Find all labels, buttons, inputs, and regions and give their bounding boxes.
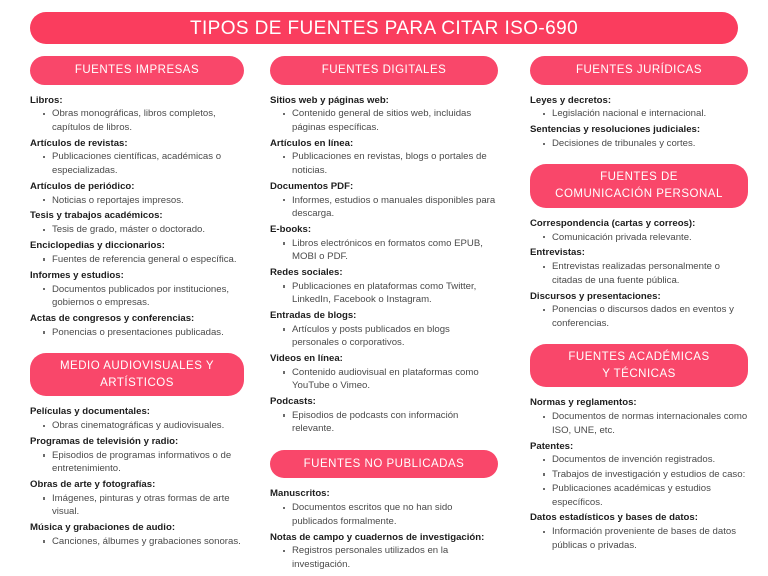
entry-term: Actas de congresos y conferencias: [30,312,195,324]
entry [270,309,498,350]
entry-term: Normas y reglamentos: [530,397,637,409]
entry-bullets [530,107,748,120]
bullet-item: Tesis de grado, máster o doctorado. [43,223,244,236]
section-pill-label-line: MEDIO AUDIOVISUALES Y [59,360,215,373]
entry-bullets [30,535,244,548]
entry-term: Podcasts: [270,396,316,408]
bullet-item: Episodios de programas informativos o de entretenimiento. [43,449,244,476]
section-pill-fuentes-academicas-y-tecnicas [530,344,748,387]
section-pill-label-line: FUENTES DIGITALES [321,64,447,76]
bullet-item: Obras monográficas, libros completos, capítulos de libros. [43,107,244,134]
bullet-item: Episodios de podcasts con información relevante. [283,409,498,436]
section-pill-label-line: FUENTES JURÍDICAS [575,64,703,76]
poster-title-banner [30,12,738,44]
entry [530,290,748,331]
entry-term: Sentencias y resoluciones judiciales: [530,124,701,136]
section-pill-label-line: FUENTES DE [600,171,678,184]
section-pill-fuentes-de-comunicacion-personal [530,164,748,207]
entry-bullets [30,150,244,177]
bullet-item: Contenido general de sitios web, incluidas páginas específicas. [283,107,498,134]
entry [270,180,498,221]
entry [530,123,748,150]
entry-term: Correspondencia (cartas y correos): [530,217,696,229]
bullet-item: Publicaciones en revistas, blogs o portales de noticias. [283,150,498,177]
entry [270,487,498,528]
entry-term: Artículos de revistas: [30,137,128,149]
entry-bullets [30,253,244,266]
entry-bullets [270,150,498,177]
entry-bullets [270,409,498,436]
entry [530,511,748,552]
entry-term: E-books: [270,223,312,235]
entry [270,223,498,264]
column-1 [0,56,256,574]
entry-bullets [530,137,748,150]
section-pill-fuentes-juridicas [530,56,748,85]
entry-term: Manuscritos: [270,488,330,500]
section-pill-fuentes-digitales [270,56,498,85]
entry [30,209,244,236]
entry-term: Patentes: [530,440,574,452]
bullet-item: Obras cinematográficas y audiovisuales. [43,419,244,432]
entry-term: Enciclopedias y diccionarios: [30,240,165,252]
page-title: TIPOS DE FUENTES PARA CITAR ISO-690 [189,17,579,39]
entry [270,266,498,307]
entry-bullets [270,323,498,350]
bullet-item: Publicaciones científicas, académicas o especializadas. [43,150,244,177]
bullet-item: Publicaciones en plataformas como Twitter, LinkedIn, Facebook o Instagram. [283,280,498,307]
entry-list-fuentes-academicas-y-tecnicas [530,396,748,552]
bullet-item: Libros electrónicos en formatos como EPUB, MOBI o PDF. [283,237,498,264]
entry-list-fuentes-juridicas [530,94,748,151]
section-pill-fuentes-no-publicadas [270,450,498,479]
entry-term: Redes sociales: [270,266,343,278]
entry-term: Entrevistas: [530,247,585,259]
entry-bullets [30,194,244,207]
entry [270,531,498,572]
bullet-item: Fuentes de referencia general o específica. [43,253,244,266]
entry [30,239,244,266]
entry [30,269,244,310]
entry-bullets [30,449,244,476]
entry-term: Tesis y trabajos académicos: [30,210,163,222]
column-3 [512,56,768,574]
entry-term: Programas de televisión y radio: [30,436,179,448]
bullet-item: Contenido audiovisual en plataformas como YouTube o Vimeo. [283,366,498,393]
entry-bullets [270,194,498,221]
entry [270,352,498,393]
entry-term: Artículos en línea: [270,137,354,149]
entry-term: Obras de arte y fotografías: [30,479,156,491]
entry-bullets [30,223,244,236]
entry [30,405,244,432]
bullet-item: Documentos escritos que no han sido publicados formalmente. [283,501,498,528]
bullet-item: Canciones, álbumes y grabaciones sonoras. [43,535,244,548]
entry [530,217,748,244]
entry [530,246,748,287]
section-pill-label-line: ARTÍSTICOS [100,376,174,389]
bullet-item: Ponencias o discursos dados en eventos y conferencias. [543,303,748,330]
entry-list-fuentes-no-publicadas [270,487,498,571]
entry-term: Entradas de blogs: [270,310,357,322]
entry-bullets [270,280,498,307]
entry [30,94,244,135]
entry-bullets [530,260,748,287]
bullet-item: Noticias o reportajes impresos. [43,194,244,207]
bullet-item: Informes, estudios o manuales disponibles para descarga. [283,194,498,221]
entry-bullets [270,366,498,393]
column-2 [256,56,512,574]
bullet-item: Artículos y posts publicados en blogs personales o corporativos. [283,323,498,350]
entry-bullets [30,419,244,432]
entry [530,94,748,121]
entry [30,137,244,178]
section-pill-label-line: FUENTES IMPRESAS [74,64,200,76]
entry-bullets [270,501,498,528]
entry-term: Videos en línea: [270,353,343,365]
entry-list-fuentes-digitales [270,94,498,436]
entry-bullets [530,410,748,437]
bullet-item: Documentos de normas internacionales como ISO, UNE, etc. [543,410,748,437]
entry [530,396,748,437]
bullet-item: Imágenes, pinturas y otras formas de arte visual. [43,492,244,519]
bullet-item: Documentos publicados por instituciones, gobiernos o empresas. [43,283,244,310]
section-pill-label-line: Y TÉCNICAS [602,367,676,380]
entry-term: Artículos de periódico: [30,180,135,192]
entry-bullets [530,525,748,552]
entry-term: Datos estadísticos y bases de datos: [530,512,698,524]
entry-term: Documentos PDF: [270,180,354,192]
bullet-item: Trabajos de investigación y estudios de caso: [543,468,748,481]
entry-bullets [30,492,244,519]
bullet-item: Información proveniente de bases de datos públicas o privadas. [543,525,748,552]
entry [270,395,498,436]
entry-term: Discursos y presentaciones: [530,290,661,302]
entry-bullets [30,107,244,134]
entry [30,312,244,339]
section-pill-medio-audiovisuales-y-artisticos [30,353,244,396]
section-pill-label-line: FUENTES ACADÉMICAS [568,351,710,364]
entry-bullets [30,283,244,310]
entry-bullets [530,303,748,330]
bullet-item: Publicaciones académicas y estudios específicos. [543,482,748,509]
entry-term: Informes y estudios: [30,269,124,281]
entry [30,521,244,548]
entry-bullets [530,231,748,244]
bullet-item: Entrevistas realizadas personalmente o citadas de una fuente pública. [543,260,748,287]
entry [30,435,244,476]
entry-term: Leyes y decretos: [530,94,612,106]
columns-container [0,56,768,574]
entry [270,94,498,135]
entry-term: Sitios web y páginas web: [270,94,389,106]
bullet-item: Legislación nacional e internacional. [543,107,748,120]
entry-list-fuentes-de-comunicacion-personal [530,217,748,330]
entry-term: Música y grabaciones de audio: [30,522,176,534]
bullet-item: Ponencias o presentaciones publicadas. [43,326,244,339]
entry-bullets [270,107,498,134]
section-pill-label-line: FUENTES NO PUBLICADAS [303,457,465,470]
entry-list-fuentes-impresas [30,94,244,339]
entry-bullets [30,326,244,339]
entry [530,440,748,509]
section-pill-fuentes-impresas [30,56,244,85]
entry-bullets [530,453,748,509]
bullet-item: Registros personales utilizados en la investigación. [283,544,498,571]
bullet-item: Comunicación privada relevante. [543,231,748,244]
section-pill-label-line: COMUNICACIÓN PERSONAL [555,188,723,201]
entry [270,137,498,178]
entry-bullets [270,544,498,571]
entry-list-medio-audiovisuales-y-artisticos [30,405,244,548]
entry-term: Libros: [30,94,63,106]
bullet-item: Decisiones de tribunales y cortes. [543,137,748,150]
entry-bullets [270,237,498,264]
entry-term: Notas de campo y cuadernos de investigación: [270,531,485,543]
entry [30,180,244,207]
entry-term: Películas y documentales: [30,406,150,418]
entry [30,478,244,519]
bullet-item: Documentos de invención registrados. [543,453,748,466]
